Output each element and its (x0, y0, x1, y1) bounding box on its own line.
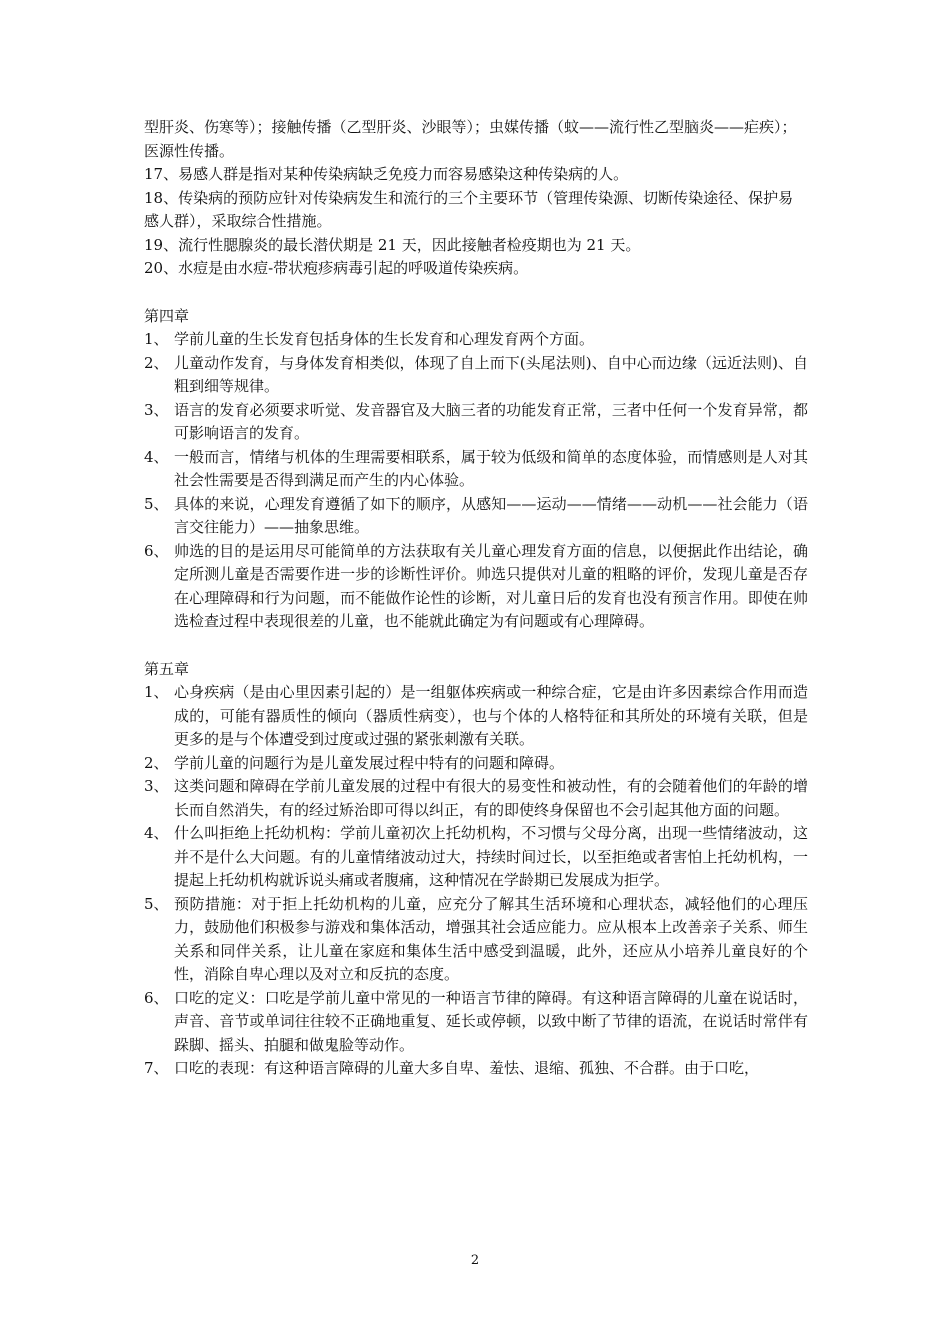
paragraph-19: 19、流行性腮腺炎的最长潜伏期是 21 天，因此接触者检疫期也为 21 天。 (144, 235, 641, 254)
item-number: 3、 (144, 777, 169, 795)
item-number: 4、 (144, 447, 169, 466)
chapter-5-item (144, 681, 808, 752)
chapter-4-item (144, 540, 808, 634)
item-text: 一般而言，情绪与机体的生理需要相联系，属于较为低级和简单的态度体验，而情感则是人对其社会性需要是否得到满足而产生的内心体验。 (174, 447, 808, 489)
item-number: 3、 (144, 400, 169, 419)
chapter-5-item (144, 775, 808, 822)
item-text: 这类问题和障碍在学前儿童发展的过程中有很大的易变性和被动性，有的会随着他们的年龄的增长而自然消失，有的经过矫治即可得以纠正，有的即使终身保留也不会引起其他方面的问题。 (174, 777, 808, 819)
chapter-5-item (144, 893, 808, 987)
chapter-5-heading: 第五章 (144, 659, 190, 678)
item-number: 1、 (144, 683, 169, 701)
chapter-5-item (144, 1057, 808, 1081)
item-number: 2、 (144, 353, 169, 372)
chapter-4-item (144, 493, 808, 540)
item-text: 语言的发育必须要求听觉、发音器官及大脑三者的功能发育正常，三者中任何一个发育异常，都可影响语言的发育。 (174, 400, 808, 442)
item-text: 预防措施：对于拒上托幼机构的儿童，应充分了解其生活环境和心理状态，减轻他们的心理压力，鼓励他们积极参与游戏和集体活动，增强其社会适应能力。应从根本上改善亲子关系、师生关系和同伴关系，让儿童在家庭和集体生活中感受到温暖，此外，还应从小培养儿童良好的个性，消除自卑心理以及对立和反抗的态度。 (174, 894, 808, 983)
page-content (144, 116, 808, 1081)
item-number: 4、 (144, 824, 169, 842)
item-number: 6、 (144, 541, 169, 560)
item-text: 学前儿童的问题行为是儿童发展过程中特有的问题和障碍。 (174, 753, 565, 772)
item-text: 儿童动作发育，与身体发育相类似，体现了自上而下(头尾法则)、自中心而边缘（远近法则)、自粗到细等规律。 (174, 353, 808, 395)
item-number: 6、 (144, 988, 169, 1007)
chapter-4-item (144, 446, 808, 493)
page-number: 2 (470, 1253, 480, 1268)
item-number: 1、 (144, 330, 169, 348)
item-number: 5、 (144, 894, 169, 913)
item-text: 口吃的表现：有这种语言障碍的儿童大多自卑、羞怯、退缩、孤独、不合群。由于口吃， (174, 1059, 760, 1077)
item-text: 具体的来说，心理发育遵循了如下的顺序，从感知——运动——情绪——动机——社会能力（语言交往能力）——抽象思维。 (174, 494, 808, 536)
chapter-5-item (144, 987, 808, 1058)
item-text: 什么叫拒绝上托幼机构：学前儿童初次上托幼机构，不习惯与父母分离，出现一些情绪波动，这并不是什么大问题。有的儿童情绪波动过大，持续时间过长，以至拒绝或者害怕上托幼机构，一提起上托幼机构就诉说头痛或者腹痛，这种情况在学龄期已发展成为拒学。 (174, 824, 808, 889)
item-text: 口吃的定义：口吃是学前儿童中常见的一种语言节律的障碍。有这种语言障碍的儿童在说话时，声音、音节或单词往往较不正确地重复、延长或停顿，以致中断了节律的语流，在说话时常伴有跺脚、摇头、拍腿和做鬼脸等动作。 (174, 988, 808, 1054)
item-text: 学前儿童的生长发育包括身体的生长发育和心理发育两个方面。 (174, 330, 595, 348)
paragraph-infection-routes: 型肝炎、伤寒等）；接触传播（乙型肝炎、沙眼等）；虫媒传播（蚊——流行性乙型脑炎——疟疾）；医源性传播。 (144, 118, 797, 160)
paragraph-18: 18、传染病的预防应针对传染病发生和流行的三个主要环节（管理传染源、切断传染途径、保护易感人群），采取综合性措施。 (144, 188, 794, 230)
chapter-4-item (144, 352, 808, 399)
item-text: 心身疾病（是由心里因素引起的）是一组躯体疾病或一种综合症，它是由许多因素综合作用而造成的，可能有器质性的倾向（器质性病变），也与个体的人格特征和其所处的环境有关联，但是更多的是与个体遭受到过度或过强的紧张刺激有关联。 (174, 683, 808, 748)
item-text: 帅选的目的是运用尽可能简单的方法获取有关儿童心理发育方面的信息，以便据此作出结论，确定所测儿童是否需要作进一步的诊断性评价。帅选只提供对儿童的粗略的评价，发现儿童是否存在心理障碍和行为问题，而不能做作论性的诊断，对儿童日后的发育也没有预言作用。即使在帅选检查过程中表现很差的儿童，也不能就此确定为有问题或有心理障碍。 (174, 541, 808, 630)
chapter-5-item (144, 752, 808, 776)
paragraph-17: 17、易感人群是指对某种传染病缺乏免疫力而容易感染这种传染病的人。 (144, 165, 629, 183)
chapter-4-heading: 第四章 (144, 306, 190, 325)
chapter-4-item (144, 399, 808, 446)
item-number: 2、 (144, 753, 169, 772)
item-number: 7、 (144, 1059, 169, 1077)
item-number: 5、 (144, 494, 169, 513)
chapter-4-item (144, 328, 808, 352)
chapter-5-item (144, 822, 808, 893)
paragraph-20: 20、水痘是由水痘-带状疱疹病毒引起的呼吸道传染疾病。 (144, 259, 529, 277)
